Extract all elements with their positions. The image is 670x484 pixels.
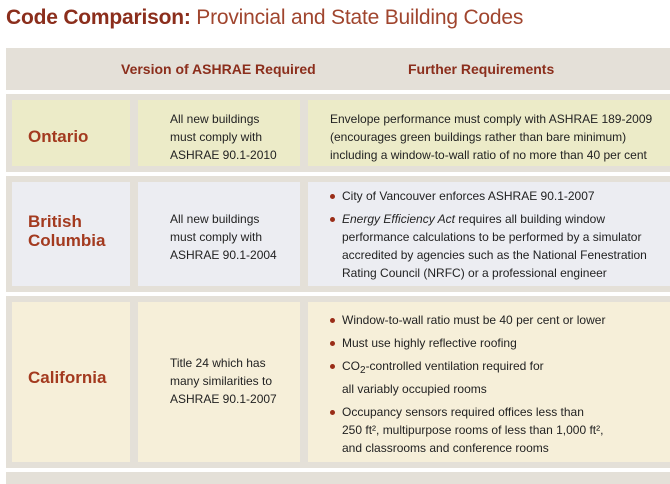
header-version: Version of ASHRAE Required [121,61,316,77]
requirements-list [330,187,662,287]
province-name-line1: British [28,212,82,231]
list-item: Window-to-wall ratio must be 40 per cent or lower [330,311,662,329]
requirements-text [330,110,662,164]
province-name-line2: Columbia [28,231,106,250]
list-item: City of Vancouver enforces ASHRAE 90.1-2007 [330,187,662,205]
table-footer-strip [6,472,670,484]
province-cell [12,302,130,462]
table-row-california [6,296,670,468]
province-name: California [28,368,107,387]
requirements-cell [308,100,670,166]
table-row-ontario [6,94,670,172]
version-text: All new buildings must comply with ASHRAE 90.1-2004 [170,212,277,262]
list-item [330,357,662,398]
list-item-text: -controlled ventilation required for all variably occupied rooms [342,359,544,396]
version-text: Title 24 which has many similarities to ASHRAE 90.1-2007 [170,356,277,406]
header-further-requirements: Further Requirements [408,61,555,77]
list-item: Occupancy sensors required offices less than 250 ft², multipurpose rooms of less than 1,000 ft², and classrooms and conference rooms [330,403,662,457]
list-item-text: requires all building window performance calculations to be performed by a simulator accredited by agencies such as the National Fenestration Rating Council (NRFC) or a professional engineer [342,212,647,280]
version-cell [138,100,300,166]
table-row-british-columbia [6,176,670,292]
co2-text: CO [342,359,360,373]
province-name: Ontario [28,127,89,146]
list-item [330,210,662,282]
title-subtitle: Provincial and State Building Codes [196,6,524,29]
table-header [6,48,670,90]
list-item: Must use highly reflective roofing [330,334,662,352]
version-text: All new buildings must comply with ASHRAE 90.1-2010 [170,112,277,162]
title-bold: Code Comparison: [6,6,191,29]
requirements-cell [308,302,670,462]
province-cell [12,100,130,166]
version-cell [138,302,300,462]
co2-subscript: 2 [360,365,366,376]
act-name: Energy Efficiency Act [342,212,455,226]
requirements-list [330,311,662,462]
version-cell [138,182,300,286]
province-cell [12,182,130,286]
requirements-paragraph: Envelope performance must comply with ASHRAE 189-2009 (encourages green buildings rather than bare minimum) including a window-to-wall ratio of no more than 40 per cent [330,112,653,162]
page-title [6,6,523,30]
requirements-cell [308,182,670,286]
